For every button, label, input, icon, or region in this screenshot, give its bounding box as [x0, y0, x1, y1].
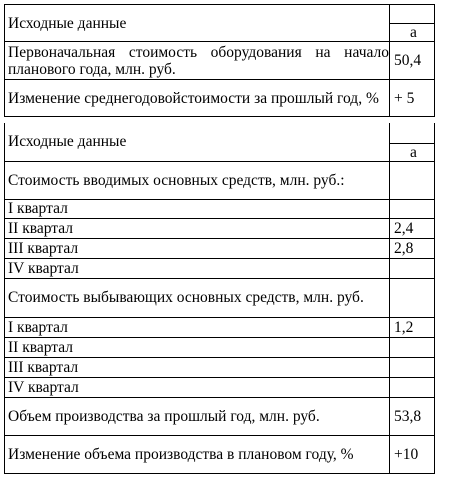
row-label: I квартал — [5, 199, 390, 218]
row-label: Объем производства за прошлый год, млн. руб. — [5, 397, 390, 435]
row-value: 2,8 — [390, 238, 435, 258]
row-label: II квартал — [5, 218, 390, 238]
table1-header-label: Исходные данные — [5, 5, 390, 42]
row-label: Стоимость вводимых основных средств, млн. руб.: — [5, 161, 390, 199]
source-data-table-1 — [4, 4, 435, 117]
table-row — [5, 238, 435, 258]
table-row — [5, 161, 435, 199]
table-row — [5, 80, 435, 117]
row-value: 50,4 — [390, 42, 435, 80]
table2-header-blank — [390, 123, 435, 143]
row-value: 1,2 — [390, 317, 435, 337]
row-label: Изменение объема производства в плановом году, % — [5, 435, 390, 473]
row-value — [390, 357, 435, 377]
row-label: II квартал — [5, 337, 390, 357]
source-data-table-2 — [4, 123, 435, 474]
row-value: +10 — [390, 435, 435, 473]
table-row — [5, 397, 435, 435]
table-row — [5, 317, 435, 337]
table-row — [5, 278, 435, 317]
row-label: IV квартал — [5, 377, 390, 397]
row-label: III квартал — [5, 238, 390, 258]
table-row — [5, 435, 435, 473]
table-row — [5, 218, 435, 238]
table-row — [5, 42, 435, 80]
table-row — [5, 199, 435, 218]
row-value — [390, 278, 435, 317]
table1-column-header: а — [390, 24, 435, 42]
row-label: Изменение среднегодовойстоимости за прошлый год, % — [5, 80, 390, 117]
row-value — [390, 199, 435, 218]
table1-header-blank — [390, 5, 435, 24]
row-value — [390, 337, 435, 357]
row-label: Стоимость выбывающих основных средств, млн. руб. — [5, 278, 390, 317]
row-value — [390, 258, 435, 278]
row-label: I квартал — [5, 317, 390, 337]
table-row — [5, 357, 435, 377]
table2-header-label: Исходные данные — [5, 123, 390, 161]
table-row — [5, 377, 435, 397]
row-label: III квартал — [5, 357, 390, 377]
row-value — [390, 161, 435, 199]
table2-column-header: а — [390, 143, 435, 161]
row-value — [390, 377, 435, 397]
table-row — [5, 258, 435, 278]
row-value: 2,4 — [390, 218, 435, 238]
row-value: 53,8 — [390, 397, 435, 435]
row-value: + 5 — [390, 80, 435, 117]
row-label: IV квартал — [5, 258, 390, 278]
row-label: Первоначальная стоимость оборудования на начало планового года, млн. руб. — [5, 42, 390, 80]
table-row — [5, 337, 435, 357]
